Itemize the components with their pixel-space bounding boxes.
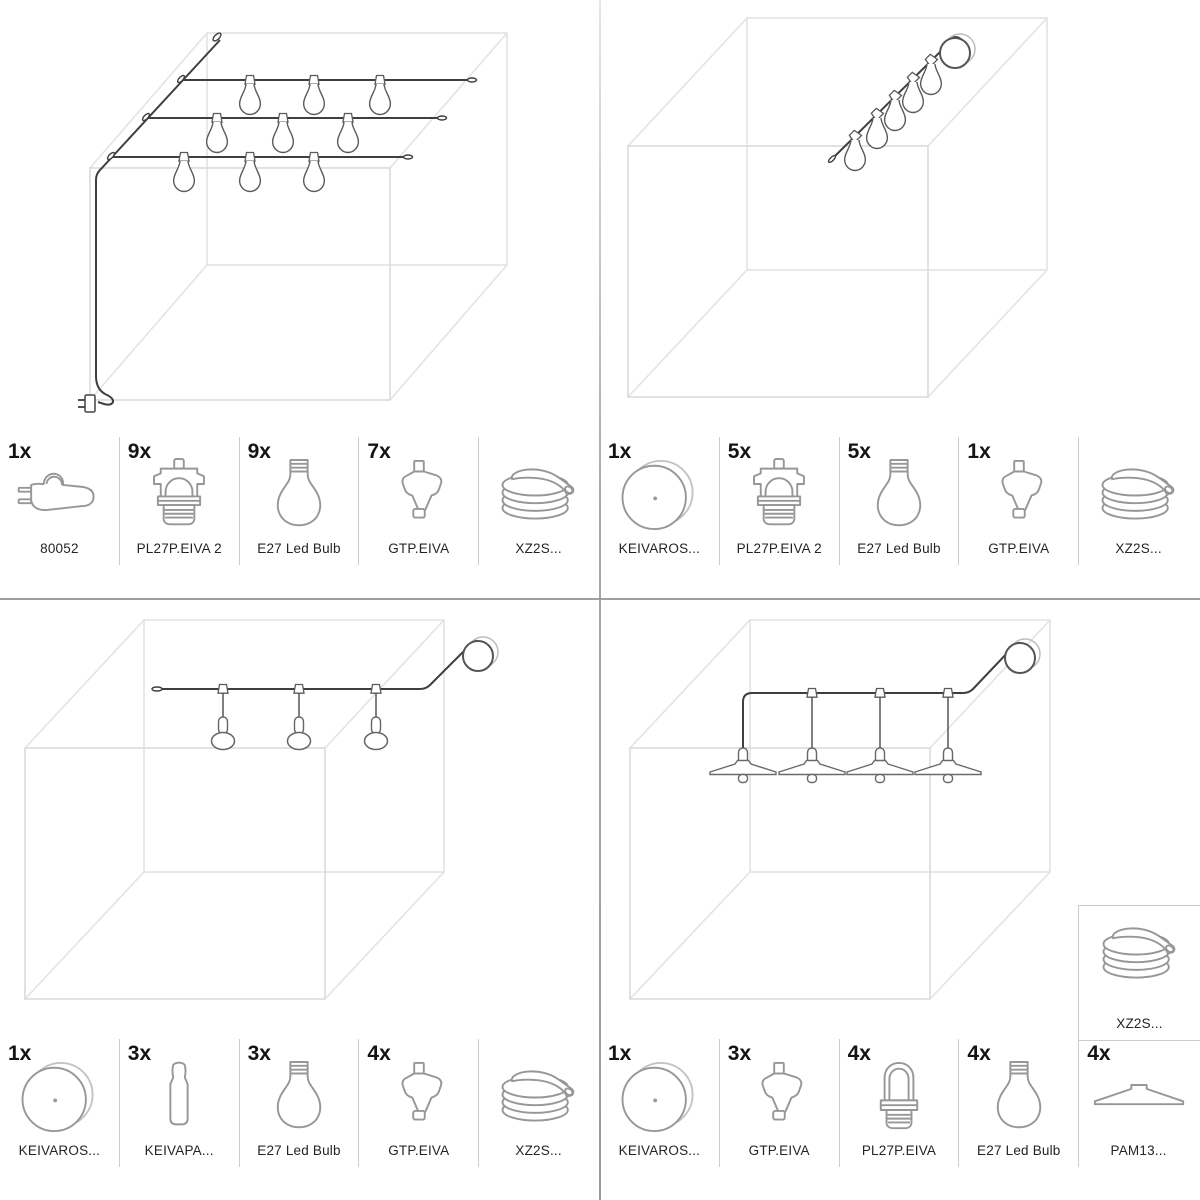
room-cube xyxy=(628,18,1047,397)
ceiling-rose-icon xyxy=(611,1060,707,1135)
part-quantity: 3x xyxy=(727,1042,752,1065)
part-cell xyxy=(119,1039,239,1167)
plug-icon xyxy=(11,458,107,533)
part-cell xyxy=(358,1039,478,1167)
part-label: E27 Led Bulb xyxy=(257,1143,341,1158)
part-cell xyxy=(600,1039,719,1167)
part-label: PL27P.EIVA xyxy=(861,1143,937,1158)
part-quantity: 1x xyxy=(967,440,991,463)
led-bulb-icon xyxy=(971,1060,1067,1135)
part-quantity: 1x xyxy=(8,440,32,463)
kit-panel-string-diagonal xyxy=(600,0,1200,598)
kit-panel-three-pendants xyxy=(0,602,600,1200)
part-cell xyxy=(239,1039,359,1167)
part-cell xyxy=(1078,437,1198,565)
lamp-holder-icon xyxy=(731,458,827,533)
installation-diagram-string-diagonal xyxy=(600,0,1200,437)
part-quantity: 5x xyxy=(727,440,752,463)
part-label: GTP.EIVA xyxy=(988,541,1050,556)
part-quantity: 7x xyxy=(367,440,391,463)
ceiling-rose xyxy=(463,637,498,671)
part-quantity: 9x xyxy=(247,440,271,463)
vertical-divider xyxy=(599,0,601,1200)
part-label: KEIVAROS... xyxy=(618,1143,701,1158)
part-cell xyxy=(1078,1039,1198,1167)
part-quantity: 4x xyxy=(967,1042,991,1065)
lamp-holder-icon xyxy=(131,458,227,533)
cable-coil-icon xyxy=(1091,458,1187,533)
drop-connector-icon xyxy=(971,458,1067,533)
part-quantity: 9x xyxy=(127,440,152,463)
horizontal-divider xyxy=(0,598,1200,600)
part-cell xyxy=(239,437,359,565)
part-cell xyxy=(119,437,239,565)
parts-list xyxy=(0,1039,598,1167)
part-quantity: 5x xyxy=(847,440,871,463)
part-label: E27 Led Bulb xyxy=(857,541,941,556)
installation-diagram-string-grid xyxy=(0,0,600,437)
room-cube xyxy=(90,33,507,400)
part-cell xyxy=(839,1039,959,1167)
part-label: XZ2S... xyxy=(515,541,562,556)
part-quantity: 4x xyxy=(1087,1042,1111,1065)
part-cell xyxy=(0,437,119,565)
part-cell xyxy=(0,1039,119,1167)
kit-panel-string-grid xyxy=(0,0,600,598)
room-cube xyxy=(630,620,1050,999)
pendant-cable xyxy=(152,641,482,691)
ceiling-rose xyxy=(1005,639,1040,673)
part-quantity: 4x xyxy=(847,1042,871,1065)
part-label: KEIVAROS... xyxy=(18,1143,101,1158)
part-cell xyxy=(958,1039,1078,1167)
pendants xyxy=(212,685,388,750)
bottle-cover-icon xyxy=(131,1060,227,1135)
parts-list xyxy=(600,437,1198,565)
part-label: KEIVAPA... xyxy=(144,1143,214,1158)
part-label: GTP.EIVA xyxy=(388,541,450,556)
room-cube xyxy=(25,620,444,999)
part-cell xyxy=(600,437,719,565)
part-cell xyxy=(478,437,598,565)
part-label: PAM13... xyxy=(1110,1143,1167,1158)
cable-coil-icon xyxy=(1092,917,1188,992)
part-quantity: 4x xyxy=(367,1042,391,1065)
drop-connector-icon xyxy=(731,1060,827,1135)
part-cell xyxy=(839,437,959,565)
part-cell xyxy=(719,1039,839,1167)
led-bulb-icon xyxy=(251,458,347,533)
parts-list xyxy=(600,1039,1198,1167)
part-label: XZ2S... xyxy=(1116,1016,1163,1031)
kit-panel-four-pendants xyxy=(600,602,1200,1200)
part-label: KEIVAROS... xyxy=(618,541,701,556)
part-label: E27 Led Bulb xyxy=(257,541,341,556)
part-quantity: 3x xyxy=(127,1042,152,1065)
part-label: GTP.EIVA xyxy=(388,1143,450,1158)
string-bulbs xyxy=(174,76,391,192)
cable-coil-icon xyxy=(491,458,587,533)
part-cell xyxy=(719,437,839,565)
part-cell xyxy=(958,437,1078,565)
flat-shade-icon xyxy=(1091,1060,1187,1135)
installation-diagram-three-pendants xyxy=(0,602,600,1039)
part-label: 80052 xyxy=(40,541,79,556)
part-label: PL27P.EIVA 2 xyxy=(736,541,822,556)
ceiling-rose-icon xyxy=(11,1060,107,1135)
drop-connector-icon xyxy=(371,1060,467,1135)
part-label: GTP.EIVA xyxy=(748,1143,810,1158)
part-quantity: 3x xyxy=(247,1042,271,1065)
drop-connector-icon xyxy=(371,458,467,533)
ceiling-rose-icon xyxy=(611,458,707,533)
part-label: E27 Led Bulb xyxy=(977,1143,1061,1158)
part-quantity: 1x xyxy=(608,1042,632,1065)
part-label: XZ2S... xyxy=(515,1143,562,1158)
part-label: XZ2S... xyxy=(1115,541,1162,556)
power-cable xyxy=(78,32,222,412)
part-quantity: 1x xyxy=(8,1042,32,1065)
part-quantity: 1x xyxy=(608,440,632,463)
ceiling-rose xyxy=(940,34,975,68)
part-label: PL27P.EIVA 2 xyxy=(136,541,222,556)
pendant-holder-icon xyxy=(851,1060,947,1135)
led-bulb-icon xyxy=(251,1060,347,1135)
led-bulb-icon xyxy=(851,458,947,533)
extra-part-cell xyxy=(1078,905,1200,1041)
wall-plug xyxy=(85,395,95,412)
part-cell xyxy=(358,437,478,565)
cable-coil-icon xyxy=(491,1060,587,1135)
part-cell xyxy=(478,1039,598,1167)
parts-list xyxy=(0,437,598,565)
string-bulbs xyxy=(845,53,942,170)
